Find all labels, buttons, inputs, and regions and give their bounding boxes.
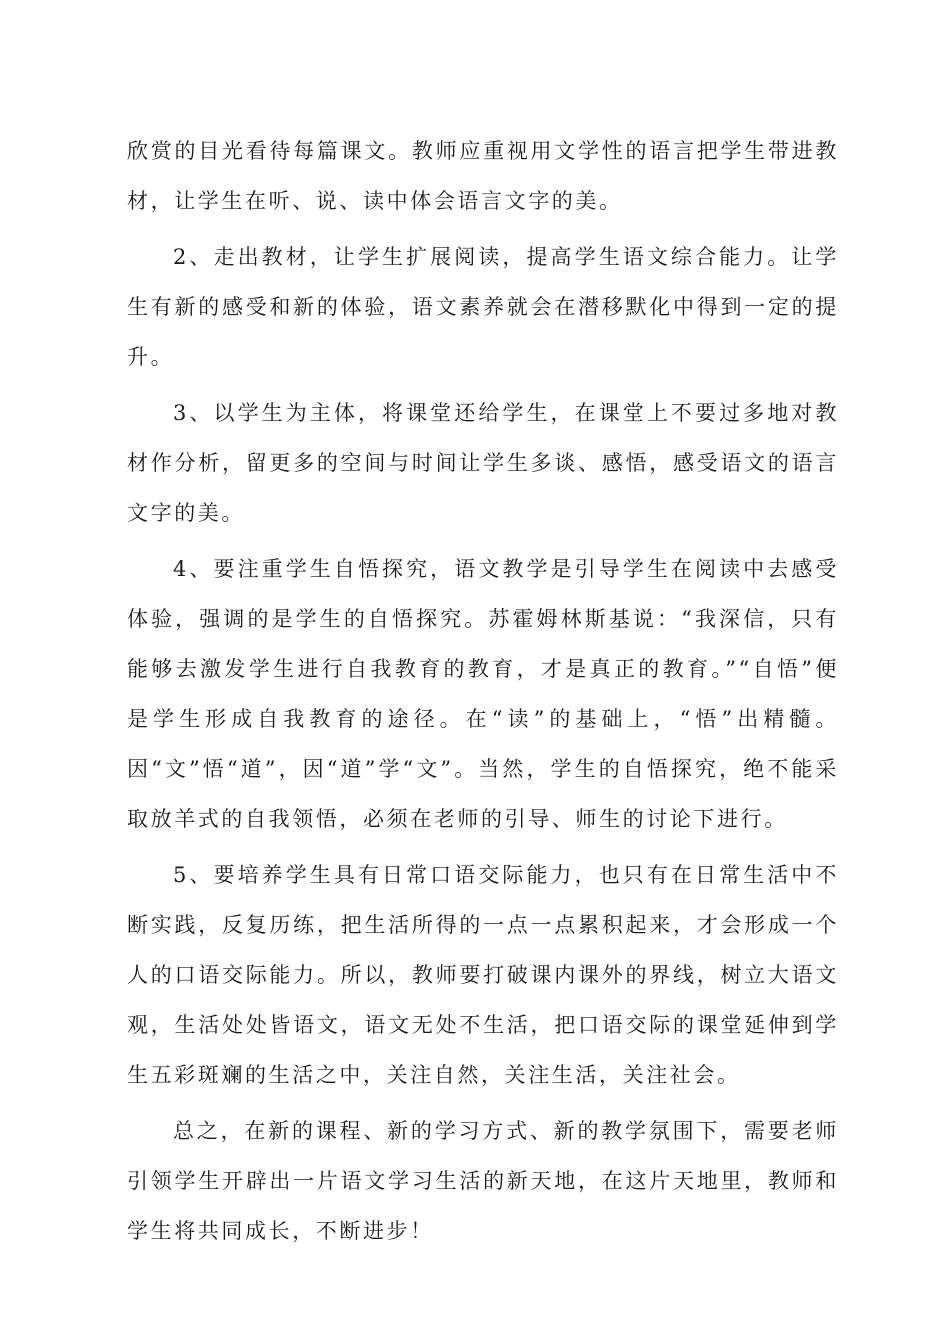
paragraph-item-3: 3、以学生为主体，将课堂还给学生，在课堂上不要过多地对教材作分析，留更多的空间与时间让学生多谈、感悟，感受语文的语言文字的美。: [127, 401, 839, 525]
paragraph-item-5: 5、要培养学生具有日常口语交际能力，也只有在日常生活中不断实践，反复历练，把生活所得的一点一点累积起来，才会形成一个人的口语交际能力。所以，教师要打破课内课外的界线，树立大语文观，生活处处皆语文，语文无处不生活，把口语交际的课堂延伸到学生五彩斑斓的生活之中，关注自然，关注生活，关注社会。: [127, 863, 839, 1087]
document-body: [127, 126, 839, 1256]
paragraph-item-4: 4、要注重学生自悟探究，语文教学是引导学生在阅读中去感受体验，强调的是学生的自悟探究。苏霍姆林斯基说：“我深信，只有能够去激发学生进行自我教育的教育，才是真正的教育。”“自悟”便是学生形成自我教育的途径。在“读”的基础上，“悟”出精髓。因“文”悟“道”，因“道”学“文”。当然，学生的自悟探究，绝不能采取放羊式的自我领悟，必须在老师的引导、师生的讨论下进行。: [127, 557, 839, 831]
paragraph-item-2: 2、走出教材，让学生扩展阅读，提高学生语文综合能力。让学生有新的感受和新的体验，语文素养就会在潜移默化中得到一定的提升。: [127, 245, 839, 369]
paragraph-continuation: 欣赏的目光看待每篇课文。教师应重视用文学性的语言把学生带进教材，让学生在听、说、读中体会语言文字的美。: [127, 139, 839, 213]
paragraph-conclusion: 总之，在新的课程、新的学习方式、新的教学氛围下，需要老师引领学生开辟出一片语文学习生活的新天地，在这片天地里，教师和学生将共同成长，不断进步！: [127, 1119, 839, 1243]
